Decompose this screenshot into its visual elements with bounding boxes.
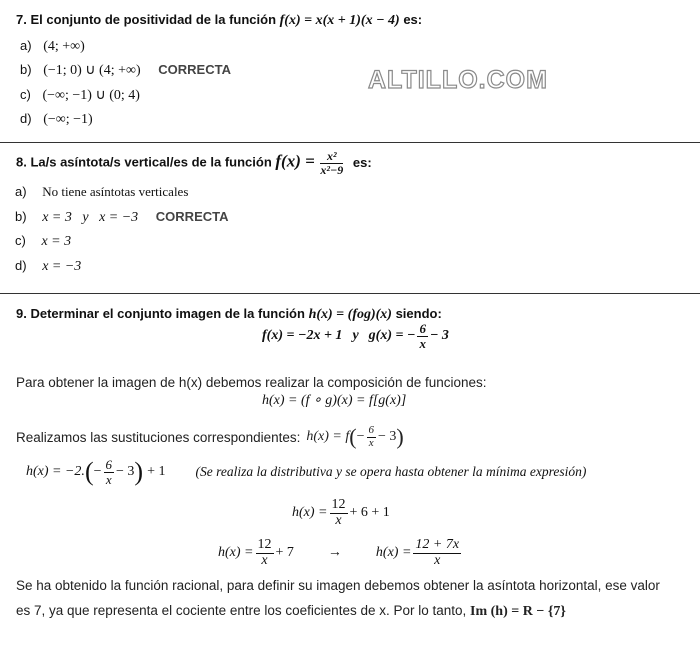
- option-letter: d): [15, 258, 27, 273]
- step-2: [292, 498, 390, 528]
- subst-minus: −: [356, 429, 365, 444]
- q7-title-suffix: es:: [399, 12, 423, 27]
- correct-label: CORRECTA: [158, 62, 231, 77]
- step2-lhs: h(x) =: [292, 505, 328, 521]
- subst-den: x: [368, 436, 374, 449]
- arrow-icon: →: [327, 545, 342, 561]
- step3-fraction: [256, 538, 274, 568]
- q7-title-math: f(x) = x(x + 1)(x − 4): [279, 13, 400, 28]
- open-paren: (: [349, 424, 357, 449]
- step1-den: x: [105, 471, 112, 487]
- q7-option-c: [20, 87, 140, 104]
- question-8-title: [16, 150, 372, 176]
- step1-inner-b: − 3: [116, 464, 135, 479]
- q8-title-text: 8. La/s asíntota/s vertical/es de la función: [16, 154, 276, 170]
- paragraph-2-text: Realizamos las sustituciones correspondientes:: [16, 429, 301, 445]
- step1-fraction: [104, 458, 115, 486]
- def-g-lhs: g(x) = −: [368, 328, 416, 344]
- def-g-num: 6: [419, 321, 426, 336]
- step1-minus: −: [93, 464, 102, 479]
- option-text: (−∞; −1) ∪ (0; 4): [42, 88, 140, 103]
- final-answer: Im (h) = R − {7}: [470, 604, 566, 619]
- q8-title-fx: f(x) =: [275, 151, 315, 171]
- close-paren: ): [396, 424, 404, 449]
- def-g-tail: − 3: [429, 328, 449, 344]
- option-text: x = 3 y x = −3: [42, 210, 139, 225]
- q7-option-b: [20, 62, 231, 79]
- open-paren: (: [84, 457, 94, 486]
- step-1: [26, 457, 586, 487]
- question-7-title: [16, 12, 422, 29]
- option-text: x = −3: [42, 259, 82, 274]
- option-text: (4; +∞): [43, 39, 85, 54]
- q8-fraction: [320, 150, 343, 176]
- conclusion-line-1: Se ha obtenido la función racional, para definir su imagen debemos obtener la asíntota horizontal, ese valor: [16, 578, 660, 593]
- step1-num: 6: [105, 456, 113, 472]
- q9-title-math: h(x) = (fog)(x): [308, 307, 392, 322]
- option-letter: a): [20, 38, 32, 53]
- option-text: (−∞; −1): [43, 112, 93, 127]
- conclusion-line-2: [16, 603, 566, 620]
- step2-tail: + 6 + 1: [349, 505, 390, 521]
- q8-title-suffix: es:: [352, 154, 372, 170]
- option-text: No tiene asíntotas verticales: [42, 184, 189, 199]
- subst-fraction: [367, 425, 377, 449]
- subst-num: 6: [368, 423, 374, 436]
- q8-option-b: [15, 209, 229, 226]
- conclusion-text: es 7, ya que representa el cociente entre los coeficientes de x. Por lo tanto,: [16, 603, 471, 618]
- step4-num: 12 + 7x: [415, 537, 460, 552]
- step1-tail: + 1: [147, 464, 166, 479]
- step2-fraction: [330, 498, 348, 528]
- watermark: ALTILLO.COM: [368, 66, 548, 94]
- paragraph-2: [16, 424, 404, 450]
- q9-title-suffix: siendo:: [391, 306, 442, 321]
- step3-den: x: [261, 552, 268, 568]
- subst-lhs: h(x) = f: [306, 429, 350, 444]
- q9-title-text: 9. Determinar el conjunto imagen de la función: [16, 306, 309, 321]
- question-9-title: [16, 306, 442, 323]
- step1-lhs: h(x) = −2.: [26, 464, 85, 479]
- step-3: [218, 538, 463, 568]
- option-text: (−1; 0) ∪ (4; +∞): [43, 63, 141, 78]
- q7-option-d: [20, 111, 93, 128]
- option-letter: c): [20, 87, 31, 102]
- def-g-den: x: [419, 335, 426, 351]
- def-f: f(x) = −2x + 1: [262, 328, 343, 344]
- step3-num: 12: [257, 537, 272, 552]
- option-letter: b): [15, 209, 27, 224]
- def-y: y: [352, 328, 359, 344]
- option-letter: c): [15, 233, 26, 248]
- step4-den: x: [434, 552, 441, 568]
- option-text: x = 3: [41, 234, 72, 249]
- q7-title-text: 7. El conjunto de positividad de la función: [16, 12, 280, 27]
- close-paren: ): [134, 457, 144, 486]
- q8-option-c: [15, 233, 71, 250]
- option-letter: a): [15, 184, 27, 199]
- q8-option-a: [15, 184, 188, 200]
- correct-label: CORRECTA: [155, 209, 229, 224]
- option-letter: d): [20, 111, 32, 126]
- section-divider: [0, 293, 700, 294]
- q8-frac-num: x²: [320, 150, 343, 164]
- step1-note: (Se realiza la distributiva y se opera hasta obtener la mínima expresión): [195, 464, 587, 479]
- step3-lhs: h(x) =: [218, 545, 254, 561]
- q7-option-a: [20, 38, 85, 55]
- composition-formula: h(x) = (f ∘ g)(x) = f[g(x)]: [262, 393, 407, 408]
- step4-fraction: [413, 538, 461, 568]
- section-divider: [0, 142, 700, 143]
- option-letter: b): [20, 62, 32, 77]
- q8-option-d: [15, 258, 81, 275]
- q8-frac-den: x²−9: [320, 162, 344, 177]
- step4-lhs: h(x) =: [375, 545, 412, 561]
- def-g-fraction: [417, 322, 428, 350]
- step2-num: 12: [331, 497, 346, 512]
- paragraph-1: Para obtener la imagen de h(x) debemos realizar la composición de funciones:: [16, 375, 487, 390]
- step2-den: x: [335, 512, 342, 528]
- subst-tail: − 3: [378, 429, 397, 444]
- step3-tail: + 7: [275, 545, 294, 561]
- q9-definitions: [262, 322, 449, 350]
